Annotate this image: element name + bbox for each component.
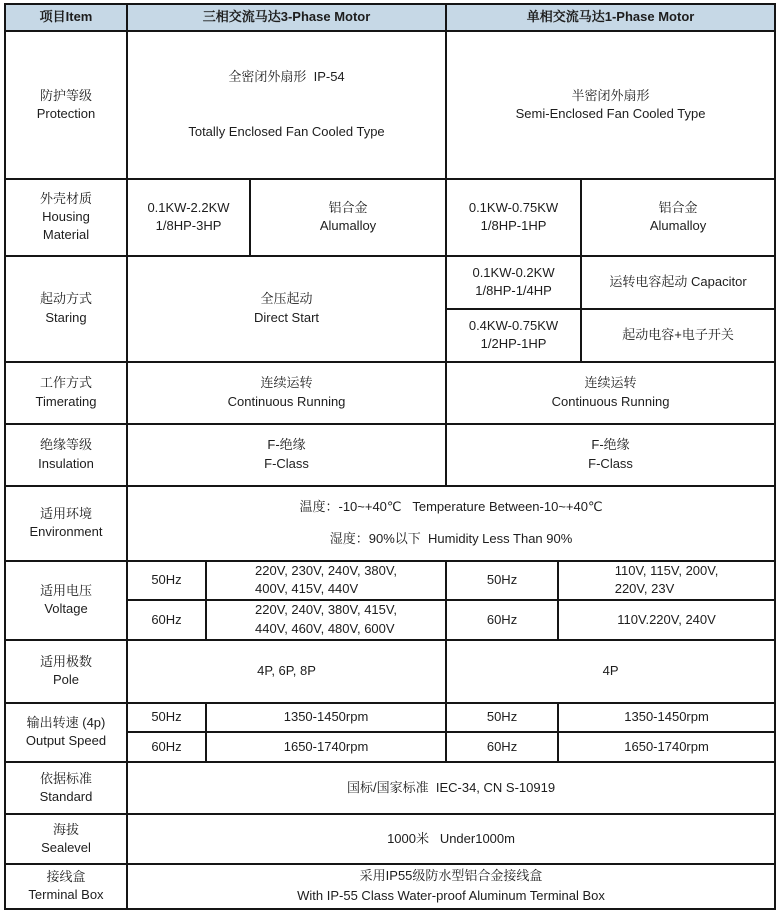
value-en: Continuous Running (227, 393, 346, 409)
output-one-60-value-cell: 1650-1740rpm (558, 732, 775, 762)
value-cn: 铝合金 (328, 199, 368, 215)
output-one-50hz-cell: 50Hz (446, 703, 558, 732)
label-en: Housing (42, 208, 90, 224)
protection-one-phase-cell (446, 31, 775, 179)
staring-one-range-b-cell (446, 309, 581, 362)
value-cn: F-绝缘 (267, 437, 306, 453)
value-kw: 0.4KW-0.75KW (468, 317, 559, 333)
standard-label-cell (5, 762, 127, 814)
sealevel-label-cell (5, 814, 127, 864)
label-en: Standard (39, 788, 93, 804)
label-en: Output Speed (25, 733, 107, 749)
table-row (5, 640, 775, 703)
table-row (5, 4, 775, 31)
value-cn: 全密闭外扇形 IP-54 (228, 69, 345, 85)
table-row (5, 424, 775, 486)
value-en: Alumalloy (649, 218, 707, 233)
timerating-label-cell (5, 362, 127, 424)
label-en: Protection (36, 105, 96, 121)
label-en: Environment (29, 524, 103, 539)
label-en: Timerating (35, 393, 97, 409)
table-row (5, 762, 775, 814)
voltage-line: 440V, 460V, 480V, 600V (255, 621, 395, 637)
table-row (5, 703, 775, 732)
terminal-box-label-cell (5, 864, 127, 909)
label-en: Sealevel (41, 839, 91, 855)
voltage-line: 220V, 23V (614, 581, 675, 597)
staring-one-method-b-cell: 起动电容+电子开关 (581, 309, 775, 362)
housing-three-range-cell (127, 179, 250, 256)
housing-label-cell (5, 179, 127, 256)
output-one-50-value-cell: 1350-1450rpm (558, 703, 775, 732)
label-en: Pole (52, 672, 80, 688)
value-en: Continuous Running (551, 393, 670, 409)
value-hp: 1/8HP-1/4HP (475, 283, 552, 298)
voltage-label-cell (5, 561, 127, 640)
terminal-box-cn: 采用IP55级防水型铝合金接线盒 (359, 868, 543, 884)
value-kw: 0.1KW-0.2KW (472, 264, 555, 280)
insulation-three-phase-cell (127, 424, 446, 486)
environment-humidity: 湿度：90%以下 Humidity Less Than 90% (329, 531, 573, 546)
staring-one-range-a-cell (446, 256, 581, 309)
value-cn: 全压起动 (260, 291, 313, 307)
pole-three-phase-cell: 4P, 6P, 8P (127, 640, 446, 703)
environment-label-cell (5, 486, 127, 561)
value-en: F-Class (264, 455, 309, 471)
motor-spec-table (4, 3, 776, 910)
voltage-list (255, 601, 397, 639)
value-hp: 1/8HP-1HP (480, 218, 547, 233)
table-row (5, 814, 775, 864)
output-three-50-value-cell: 1350-1450rpm (206, 703, 446, 732)
voltage-list (255, 562, 397, 600)
housing-three-material-cell (250, 179, 446, 256)
output-three-60-value-cell: 1650-1740rpm (206, 732, 446, 762)
pole-one-phase-cell: 4P (446, 640, 775, 703)
voltage-three-60-values-cell (206, 600, 446, 640)
output-one-60hz-cell: 60Hz (446, 732, 558, 762)
voltage-three-60hz-cell: 60Hz (127, 600, 206, 640)
protection-label-cell (5, 31, 127, 179)
value-kw: 0.1KW-0.75KW (468, 199, 559, 215)
header-three-phase-cell: 三相交流马达3-Phase Motor (127, 4, 446, 31)
value-hp: 1/8HP-3HP (155, 218, 222, 233)
value-en: Alumalloy (319, 218, 377, 233)
voltage-list (617, 611, 716, 630)
label-cn: 适用极数 (39, 654, 92, 670)
label-cn: 工作方式 (39, 375, 92, 391)
pole-label-cell (5, 640, 127, 703)
voltage-line: 110V, 115V, 200V, (614, 562, 719, 578)
insulation-one-phase-cell (446, 424, 775, 486)
header-item-cell: 项目Item (5, 4, 127, 31)
terminal-box-value-cell (127, 864, 775, 909)
voltage-one-50hz-cell: 50Hz (446, 561, 558, 601)
label-cn: 外壳材质 (39, 190, 92, 206)
table-row (5, 179, 775, 256)
voltage-line: 110V.220V, 240V (617, 611, 716, 627)
table-row (5, 486, 775, 561)
voltage-three-50-values-cell (206, 561, 446, 601)
value-kw: 0.1KW-2.2KW (147, 199, 230, 215)
label-en: Material (42, 227, 90, 243)
output-three-60hz-cell: 60Hz (127, 732, 206, 762)
voltage-one-50-values-cell (558, 561, 775, 601)
header-one-phase-cell: 单相交流马达1-Phase Motor (446, 4, 775, 31)
label-en: Insulation (38, 455, 94, 471)
value-hp: 1/2HP-1HP (480, 336, 547, 351)
protection-three-phase-cell (127, 31, 446, 179)
insulation-label-cell (5, 424, 127, 486)
voltage-line: 220V, 230V, 240V, 380V, (255, 562, 397, 578)
output-three-50hz-cell: 50Hz (127, 703, 206, 732)
value-en: Totally Enclosed Fan Cooled Type (188, 123, 385, 139)
voltage-list (615, 562, 719, 600)
staring-one-method-a-cell: 运转电容起动 Capacitor (581, 256, 775, 309)
label-cn: 防护等级 (39, 87, 92, 103)
terminal-box-en: With IP-55 Class Water-proof Aluminum Terminal Box (297, 888, 605, 904)
sealevel-value-cell: 1000米 Under1000m (127, 814, 775, 864)
standard-value-cell: 国标/国家标准 IEC-34, CN S-10919 (127, 762, 775, 814)
housing-one-material-cell (581, 179, 775, 256)
housing-one-range-cell (446, 179, 581, 256)
table-row (5, 31, 775, 179)
timerating-one-phase-cell (446, 362, 775, 424)
voltage-line: 400V, 415V, 440V (255, 581, 359, 597)
label-cn: 绝缘等级 (39, 437, 92, 453)
label-cn: 依据标准 (39, 770, 92, 786)
table-row (5, 561, 775, 601)
timerating-three-phase-cell (127, 362, 446, 424)
table-row (5, 864, 775, 909)
environment-temperature: 温度：-10~+40℃ Temperature Between-10~+40℃ (299, 499, 603, 515)
label-cn: 海拔 (52, 821, 79, 837)
label-en: Voltage (44, 601, 88, 617)
label-en: Staring (45, 309, 87, 325)
output-speed-label-cell (5, 703, 127, 762)
voltage-one-60hz-cell: 60Hz (446, 600, 558, 640)
staring-three-phase-cell (127, 256, 446, 362)
value-en: Semi-Enclosed Fan Cooled Type (515, 105, 706, 121)
environment-value-cell (127, 486, 775, 561)
label-cn: 输出转速 (4p) (26, 715, 106, 731)
table-row (5, 256, 775, 309)
value-cn: 连续运转 (584, 375, 637, 391)
voltage-one-60-values-cell (558, 600, 775, 640)
value-cn: 半密闭外扇形 (571, 87, 650, 103)
label-cn: 适用电压 (39, 583, 92, 598)
value-cn: 连续运转 (260, 375, 313, 391)
label-cn: 适用环境 (39, 505, 92, 521)
label-en: Terminal Box (28, 887, 104, 903)
voltage-three-50hz-cell: 50Hz (127, 561, 206, 601)
value-en: F-Class (588, 455, 633, 471)
value-en: Direct Start (254, 309, 320, 325)
label-cn: 起动方式 (39, 291, 92, 307)
label-cn: 接线盒 (46, 869, 86, 885)
voltage-line: 220V, 240V, 380V, 415V, (255, 602, 397, 618)
staring-label-cell (5, 256, 127, 362)
table-row (5, 362, 775, 424)
value-cn: F-绝缘 (591, 437, 630, 453)
value-cn: 铝合金 (658, 199, 698, 215)
